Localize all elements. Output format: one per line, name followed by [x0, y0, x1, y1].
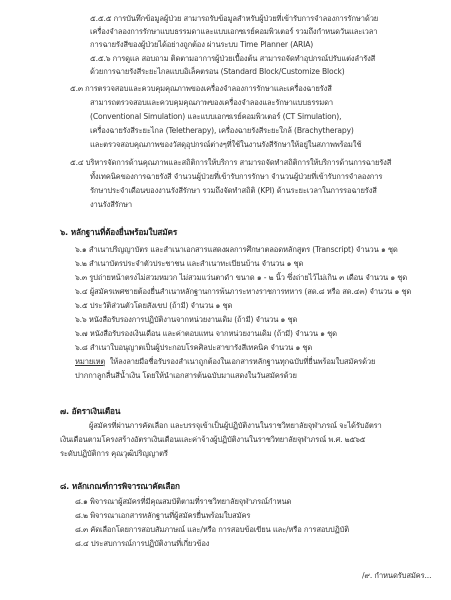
text-line: ๕.๕.๖ การดูแล สอบถาม ติดตามอาการผู้ป่วยเบื้องต้น สามารถจัดทำอุปกรณ์ปรับแต่งลำรังสี	[90, 54, 376, 63]
text-line: สามารถตรวจสอบและควบคุมคุณภาพของเครื่องจำลองและรักษาแบบธรรมดา	[90, 98, 333, 107]
text-line: ๘.๓ คัดเลือกโดยการสอบสัมภาษณ์ และ/หรือ การสอบข้อเขียน และ/หรือ การสอบปฏิบัติ	[75, 525, 350, 534]
text-line: ด้วยการฉายรังสีระยะไกลแบบอิเล็คตรอน (Standard Block/Customize Block)	[90, 67, 345, 76]
text-line: และตรวจสอบคุณภาพของวัสดุอุปกรณ์ต่างๆที่ใช้ในงานรังสีรักษาให้อยู่ในสภาพพร้อมใช้	[90, 140, 362, 149]
text-line: งานรังสีรักษา	[90, 200, 133, 209]
text-line: ผู้สมัครที่ผ่านการคัดเลือก และบรรจุเข้าเป็นผู้ปฏิบัติงานในราชวิทยาลัยจุฬาภรณ์ จะได้รับอัตรา	[89, 421, 382, 430]
text-line: ๖.๔ ผู้สมัครเพศชายต้องยื่นสำเนาหลักฐานการพ้นภาระทางราชการทหาร (สด.๘ หรือ สด.๔๓) จำนวน ๑ ชุด	[75, 287, 412, 296]
text-line: ๖.๓ รูปถ่ายหน้าตรงไม่สวมหมวก ไม่สวมแว่นตาดำ ขนาด ๑ - ๒ นิ้ว ซึ่งถ่ายไว้ไม่เกิน ๓ เดือน จำนวน ๑ ชุด	[75, 273, 408, 282]
text-line: เงินเดือนตามโครงสร้างอัตราเงินเดือนและค่าจ้างผู้ปฏิบัติงานในราชวิทยาลัยจุฬาภรณ์ พ.ศ. ๒๕๖๕	[60, 435, 366, 444]
note-label: หมายเหตุ	[75, 357, 106, 366]
text-line: ๖.๑ สำเนาปริญญาบัตร และสำเนาเอกสารแสดงผลการศึกษาตลอดหลักสูตร (Transcript) จำนวน ๑ ชุด	[75, 245, 398, 254]
text-line: (Conventional Simulation) และแบบเอกซเรย์คอมพิวเตอร์ (CT Simulation),	[90, 112, 342, 121]
text-line: ๖.๒ สำเนาบัตรประจำตัวประชาชน และสำเนาทะเบียนบ้าน จำนวน ๑ ชุด	[75, 259, 304, 268]
note-line	[75, 357, 375, 367]
text-line: ๕.๕.๕ การบันทึกข้อมูลผู้ป่วย สามารถรับข้อมูลสำหรับผู้ป่วยที่เข้ารับการจำลองการรักษาด้วย	[90, 14, 379, 23]
text-line: ทั้งเทคนิคของการฉายรังสี จำนวนผู้ป่วยที่เข้ารับการรักษา จำนวนผู้ป่วยที่เข้ารับการจำลองการ	[90, 172, 383, 181]
text-line: ระดับปฏิบัติการ คุณวุฒิปริญญาตรี	[60, 449, 168, 458]
text-line: ๖.๗ หนังสือรับรองเงินเดือน และค่าตอบแทน จากหน่วยงานเดิม (ถ้ามี) จำนวน ๑ ชุด	[75, 329, 337, 338]
text-line: ๘.๒ พิจารณาเอกสารหลักฐานที่ผู้สมัครยื่นพร้อมใบสมัคร	[75, 511, 251, 520]
section-heading: ๘. หลักเกณฑ์การพิจารณาคัดเลือก	[60, 481, 180, 491]
section-heading: ๖. หลักฐานที่ต้องยื่นพร้อมใบสมัคร	[60, 227, 178, 237]
text-line: ๘.๔ ประสบการณ์การปฏิบัติงานที่เกี่ยวข้อง	[75, 539, 210, 548]
text-line: ๖.๖ หนังสือรับรองการปฏิบัติงานจากหน่วยงานเดิม (ถ้ามี) จำนวน ๑ ชุด	[75, 315, 298, 324]
text-line: ปากกาลูกลื่นสีน้ำเงิน โดยให้นำเอกสารต้นฉบับมาแสดงในวันสมัครด้วย	[75, 371, 297, 380]
section-heading: ๗. อัตราเงินเดือน	[60, 406, 121, 416]
text-line: เครื่องฉายรังสีระยะไกล (Teletherapy), เครื่องฉายรังสีระยะใกล้ (Brachytherapy)	[90, 126, 354, 135]
text-line: การฉายรังสีของผู้ป่วยได้อย่างถูกต้อง ผ่านระบบ Time Planner (ARIA)	[90, 40, 314, 49]
text-line: ๖.๘ สำเนาใบอนุญาตเป็นผู้ประกอบโรคศิลปะสาขารังสีเทคนิค จำนวน ๑ ชุด	[75, 343, 313, 352]
continuation-marker: /๙. กำหนดรับสมัคร...	[362, 571, 432, 580]
text-line: ๕.๓ การตรวจสอบและควบคุมคุณภาพของเครื่องจำลองการรักษาและเครื่องฉายรังสี	[70, 84, 332, 93]
text-line: เครื่องจำลองการรักษาแบบธรรมดาและแบบเอกซเรย์คอมพิวเตอร์ รวมถึงกำหนดวันและเวลา	[90, 27, 378, 36]
text-line: ๕.๔ บริหารจัดการด้านคุณภาพและสถิติการให้บริการ สามารถจัดทำสถิติการให้บริการด้านการฉายรังสี	[70, 158, 392, 167]
text-line: รักษาประจำเดือนของงานรังสีรักษา รวมถึงจัดทำสถิติ (KPI) ด้านระยะเวลาในการรอฉายรังสี	[90, 186, 377, 195]
note-text: ให้ลงลายมือชื่อรับรองสำเนาถูกต้องในเอกสารหลักฐานทุกฉบับที่ยื่นพร้อมใบสมัครด้วย	[109, 357, 376, 366]
text-line: ๘.๑ พิจารณาผู้สมัครที่มีคุณสมบัติตามที่ราชวิทยาลัยจุฬาภรณ์กำหนด	[75, 497, 292, 506]
text-line: ๖.๕ ประวัติส่วนตัวโดยสังเขป (ถ้ามี) จำนวน ๑ ชุด	[75, 301, 233, 310]
